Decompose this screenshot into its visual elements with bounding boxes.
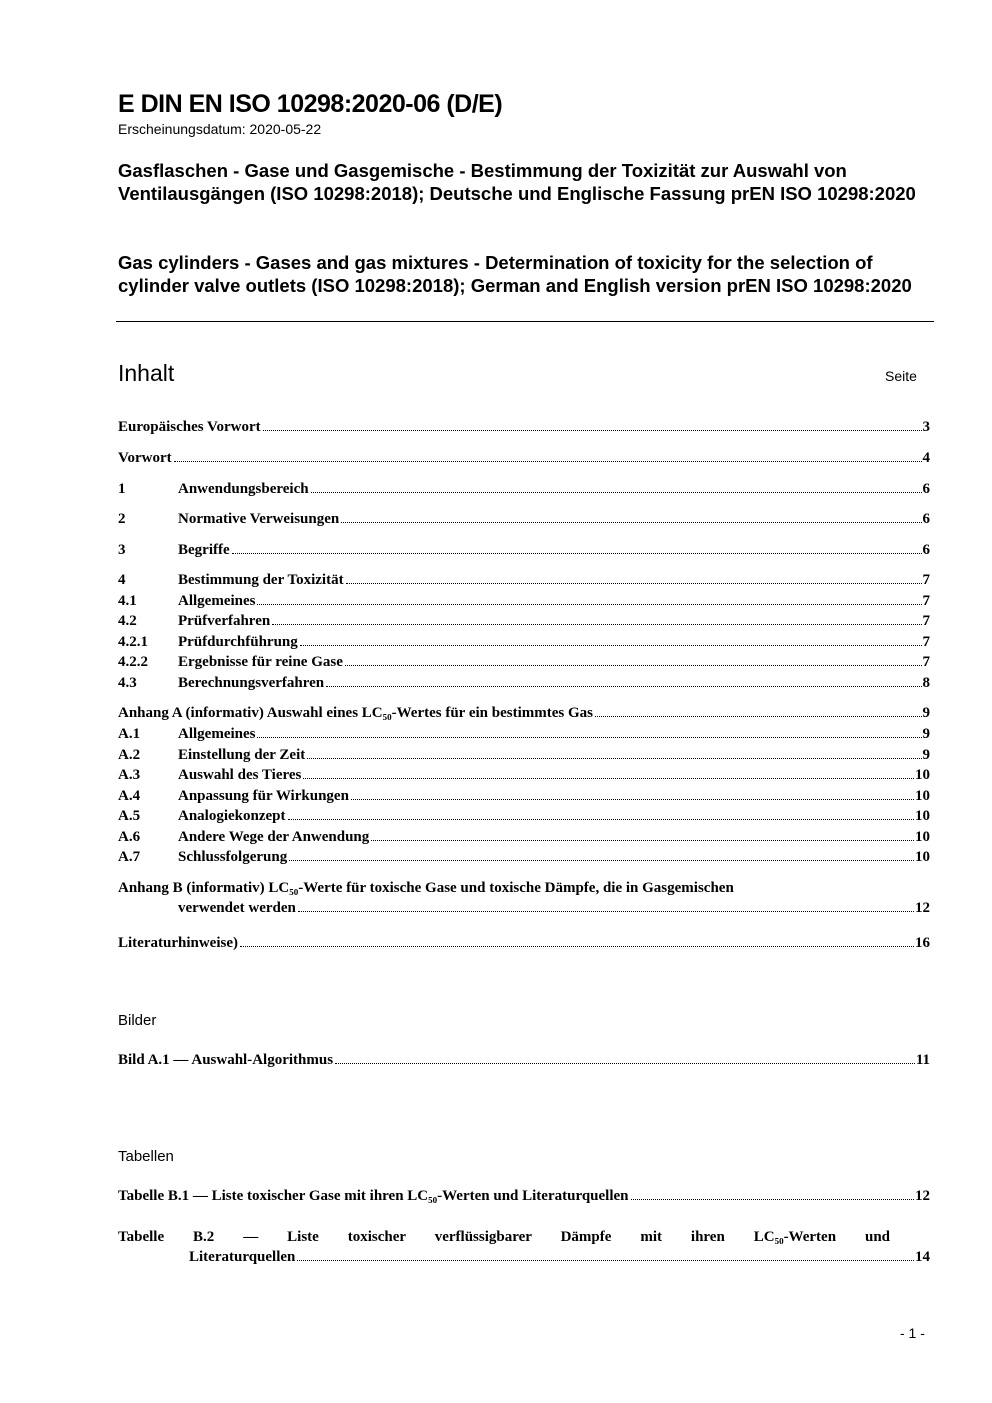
toc-entry-page: 11 bbox=[915, 1052, 930, 1068]
toc-entry-number: 1 bbox=[118, 481, 126, 497]
dot-leader bbox=[346, 583, 922, 584]
toc-entry-table-b2-cont[interactable] bbox=[189, 1247, 930, 1267]
toc-entry-title: Berechnungsverfahren bbox=[178, 675, 325, 691]
toc-entry-annex-b[interactable] bbox=[118, 878, 930, 898]
toc-entry-page: 4 bbox=[922, 450, 930, 466]
toc-entry-number: 4.2.1 bbox=[118, 634, 148, 650]
toc-entry-title: Tabelle B.1 — Liste toxischer Gase mit ihren LC₅₀-Werten und Literaturquellen bbox=[118, 1188, 629, 1204]
toc-entry[interactable] bbox=[118, 703, 930, 723]
dot-leader bbox=[272, 624, 921, 625]
toc-heading: Inhalt bbox=[118, 360, 175, 386]
toc-entry[interactable] bbox=[118, 724, 930, 744]
toc-entry-annex-b-cont[interactable] bbox=[178, 898, 930, 918]
dot-leader bbox=[326, 686, 921, 687]
dot-leader bbox=[351, 799, 914, 800]
toc-entry-title: Prüfdurchführung bbox=[178, 634, 298, 650]
toc-entry-title: Einstellung der Zeit bbox=[178, 747, 306, 763]
dot-leader bbox=[288, 819, 914, 820]
toc-entry-number: 4.2 bbox=[118, 613, 137, 629]
toc-entry-page: 9 bbox=[922, 747, 930, 763]
toc-entry-page: 12 bbox=[915, 1188, 930, 1204]
dot-leader bbox=[232, 553, 922, 554]
toc-entry-title: Anhang B (informativ) LC₅₀-Werte für toxische Gase und toxische Dämpfe, die in Gasgemischen bbox=[118, 880, 734, 896]
toc-entry-page: 7 bbox=[922, 593, 930, 609]
toc-entry-page: 16 bbox=[915, 935, 930, 951]
toc-entry-page: 12 bbox=[915, 900, 930, 916]
dot-leader bbox=[257, 737, 921, 738]
dot-leader bbox=[341, 522, 921, 523]
toc-entry-title: Analogiekonzept bbox=[178, 808, 286, 824]
toc-entry-title: verwendet werden bbox=[178, 900, 296, 916]
dot-leader bbox=[300, 645, 922, 646]
dot-leader bbox=[289, 860, 914, 861]
toc-entry-number: A.5 bbox=[118, 808, 141, 824]
toc-entry-number: 4 bbox=[118, 572, 126, 588]
toc-entry-table-b2[interactable]: Tabelle B.2 — Liste toxischer verflüssigbarer Dämpfe mit ihren LC₅₀-Werten und bbox=[118, 1229, 890, 1245]
dot-leader bbox=[297, 1260, 914, 1261]
dot-leader bbox=[311, 492, 922, 493]
toc-entry-title: Prüfverfahren bbox=[178, 613, 271, 629]
toc-entry-page: 6 bbox=[922, 542, 930, 558]
toc-entry-title: Literaturhinweise) bbox=[118, 935, 238, 951]
divider bbox=[116, 321, 934, 322]
toc-entry-page: 9 bbox=[922, 705, 930, 721]
toc-entry-number: 4.3 bbox=[118, 675, 137, 691]
toc-entry-number: A.7 bbox=[118, 849, 141, 865]
publication-date: Erscheinungsdatum: 2020-05-22 bbox=[118, 121, 322, 137]
toc-entry-page: 7 bbox=[922, 613, 930, 629]
dot-leader bbox=[298, 911, 914, 912]
toc-entry[interactable] bbox=[118, 479, 930, 499]
toc-entry-number: A.3 bbox=[118, 767, 141, 783]
toc-entry[interactable] bbox=[118, 570, 930, 590]
toc-entry[interactable] bbox=[118, 632, 930, 652]
toc-entry[interactable] bbox=[118, 786, 930, 806]
toc-entry-page: 14 bbox=[915, 1249, 930, 1265]
toc-entry-title: Vorwort bbox=[118, 450, 172, 466]
toc-entry-page: 7 bbox=[922, 634, 930, 650]
toc-entry-number: 2 bbox=[118, 511, 126, 527]
dot-leader bbox=[263, 430, 922, 431]
toc-entry-title: Anhang A (informativ) Auswahl eines LC₅₀-Wertes für ein bestimmtes Gas bbox=[118, 705, 593, 721]
toc-entry-page: 6 bbox=[922, 481, 930, 497]
toc-entry[interactable] bbox=[118, 745, 930, 765]
dot-leader bbox=[335, 1063, 915, 1064]
toc-entry-number: 4.2.2 bbox=[118, 654, 148, 670]
toc-entry-title: Begriffe bbox=[178, 542, 230, 558]
toc-entry-title: Normative Verweisungen bbox=[178, 511, 340, 527]
toc-entry-title: Europäisches Vorwort bbox=[118, 419, 261, 435]
toc-entry-figure[interactable] bbox=[118, 1050, 930, 1070]
toc-entry-page: 10 bbox=[915, 788, 930, 804]
toc-entry-number: A.2 bbox=[118, 747, 141, 763]
toc-entry-page: 7 bbox=[922, 654, 930, 670]
toc-entry-page: 8 bbox=[922, 675, 930, 691]
toc-entry-title: Schlussfolgerung bbox=[178, 849, 288, 865]
page-column-label: Seite bbox=[885, 368, 917, 384]
toc-entry-title: Anpassung für Wirkungen bbox=[178, 788, 349, 804]
toc-entry[interactable] bbox=[118, 673, 930, 693]
toc-entry[interactable] bbox=[118, 847, 930, 867]
dot-leader bbox=[371, 840, 914, 841]
toc-entry[interactable] bbox=[118, 591, 930, 611]
toc-entry-number: 3 bbox=[118, 542, 126, 558]
toc-entry-title: Literaturquellen bbox=[189, 1249, 296, 1265]
toc-entry[interactable] bbox=[118, 417, 930, 437]
toc-entry-number: A.1 bbox=[118, 726, 141, 742]
dot-leader bbox=[303, 778, 914, 779]
dot-leader bbox=[595, 716, 922, 717]
dot-leader bbox=[257, 604, 921, 605]
toc-entry-number: A.4 bbox=[118, 788, 141, 804]
toc-entry-title: Ergebnisse für reine Gase bbox=[178, 654, 343, 670]
toc-entry[interactable] bbox=[118, 509, 930, 529]
toc-entry-title: Anwendungsbereich bbox=[178, 481, 309, 497]
toc-entry[interactable] bbox=[118, 448, 930, 468]
toc-entry[interactable] bbox=[118, 765, 930, 785]
figures-label: Bilder bbox=[118, 1012, 157, 1029]
toc-entry-page: 3 bbox=[922, 419, 930, 435]
title-english: Gas cylinders - Gases and gas mixtures - Determination of toxicity for the selection of cylinder valve outlets (ISO 10298:2018); German and English version prEN ISO 10298:2020 bbox=[118, 252, 912, 296]
title-german: Gasflaschen - Gase und Gasgemische - Bestimmung der Toxizität zur Auswahl von Ventilausgängen (ISO 10298:2018); Deutsche und Englische Fassung prEN ISO 10298:2020 bbox=[118, 160, 916, 204]
toc-entry-title: Auswahl des Tieres bbox=[178, 767, 302, 783]
toc-entry-page: 10 bbox=[915, 829, 930, 845]
dot-leader bbox=[307, 758, 921, 759]
toc-entry-page: 10 bbox=[915, 849, 930, 865]
toc-entry-page: 6 bbox=[922, 511, 930, 527]
toc-entry-title: Andere Wege der Anwendung bbox=[178, 829, 370, 845]
toc-entry-page: 10 bbox=[915, 808, 930, 824]
dot-leader bbox=[174, 461, 922, 462]
page-number: - 1 - bbox=[900, 1325, 925, 1341]
toc-entry[interactable] bbox=[118, 540, 930, 560]
tables-label: Tabellen bbox=[118, 1148, 174, 1165]
toc-entry[interactable] bbox=[118, 611, 930, 631]
toc-entry[interactable] bbox=[118, 652, 930, 672]
toc-entry-title: Allgemeines bbox=[178, 726, 256, 742]
toc-entry-page: 7 bbox=[922, 572, 930, 588]
toc-entry-title: Bild A.1 — Auswahl-Algorithmus bbox=[118, 1052, 334, 1068]
toc-entry-page: 10 bbox=[915, 767, 930, 783]
dot-leader bbox=[345, 665, 922, 666]
toc-entry-number: A.6 bbox=[118, 829, 141, 845]
toc-entry[interactable] bbox=[118, 827, 930, 847]
toc-entry-number: 4.1 bbox=[118, 593, 137, 609]
document-id: E DIN EN ISO 10298:2020-06 (D/E) bbox=[118, 90, 503, 118]
toc-entry-title: Bestimmung der Toxizität bbox=[178, 572, 344, 588]
dot-leader bbox=[631, 1199, 914, 1200]
toc-entry-title: Allgemeines bbox=[178, 593, 256, 609]
toc-entry-table-b1[interactable] bbox=[118, 1186, 930, 1206]
toc-entry-bibliography[interactable] bbox=[118, 933, 930, 953]
toc-entry-page: 9 bbox=[922, 726, 930, 742]
dot-leader bbox=[240, 946, 914, 947]
toc-entry[interactable] bbox=[118, 806, 930, 826]
